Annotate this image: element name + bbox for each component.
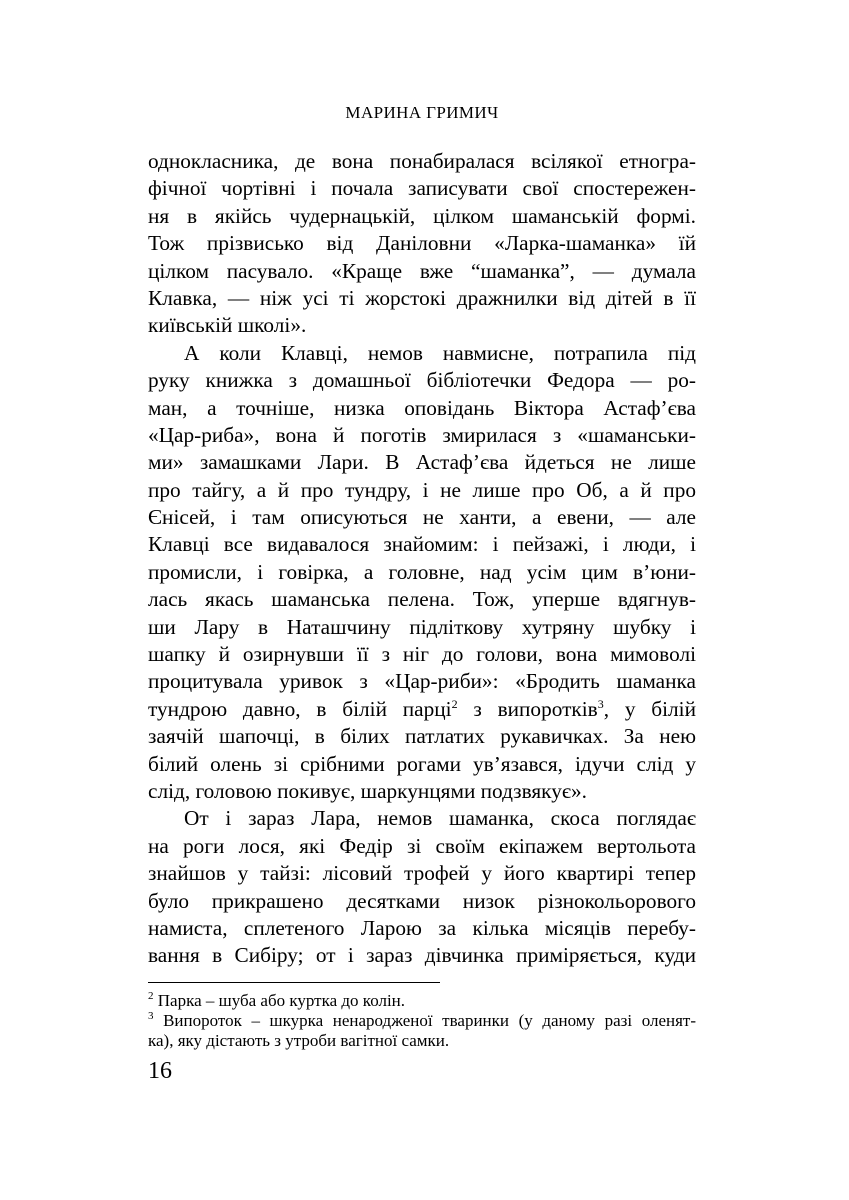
text-line: промисли, і говірка, а головне, над усім цим в’юни- xyxy=(148,559,696,584)
text-line: Клавка, — ніж усі ті жорстокі дражнилки від дітей в її xyxy=(148,285,696,310)
text-line: руку книжка з домашньої бібліотечки Федора — ро- xyxy=(148,368,696,393)
text-fragment: , у білій xyxy=(603,696,696,721)
text-line: білий олень зі срібними рогами ув’язався, ідучи слід у xyxy=(148,751,696,776)
text-fragment: з випоротків xyxy=(457,696,598,721)
text-line: цілком пасувало. «Краще вже “шаманка”, — думала xyxy=(148,258,696,283)
text-line: про тайгу, а й про тундру, і не лише про Об, а й про xyxy=(148,477,696,502)
body-text xyxy=(148,148,696,970)
text-line: київській школі». xyxy=(148,313,307,338)
footnote-marker: 3 xyxy=(148,1010,154,1022)
footnote-3 xyxy=(148,1011,696,1031)
text-line: намиста, сплетеного Ларою за кілька місяців перебу- xyxy=(148,915,696,940)
paragraph-3 xyxy=(148,805,696,969)
text-line: От і зараз Лара, немов шаманка, скоса поглядає xyxy=(184,806,696,831)
text-line: Єнісей, і там описуються не ханти, а евени, — але xyxy=(148,505,696,530)
text-line: лась якась шаманська пелена. Тож, уперше вдягнув- xyxy=(148,587,696,612)
text-line: «Цар-риба», вона й поготів змирилася з «шаманськи- xyxy=(148,422,696,447)
text-line: ши Лару в Наташчину підліткову хутряну шубку і xyxy=(148,614,696,639)
text-line: заячій шапочці, в білих патлатих рукавичках. За нею xyxy=(148,724,696,749)
footnote-2 xyxy=(148,991,696,1011)
text-line: ми» замашками Лари. В Астаф’єва йдеться не лише xyxy=(148,450,696,475)
text-line: однокласника, де вона понабиралася всілякої етногра- xyxy=(148,149,696,173)
text-line-with-footnote-refs xyxy=(148,696,696,723)
text-line: процитувала уривок з «Цар-риби»: «Бродить шаманка xyxy=(148,669,696,694)
footnotes xyxy=(148,991,696,1051)
text-line: на роги лося, які Федір зі своїм екіпажем вертольота xyxy=(148,833,696,858)
text-line: було прикрашено десятками низок різнокольорового xyxy=(148,888,696,913)
text-line: Клавці все видавалося знайомим: і пейзажі, і люди, і xyxy=(148,532,696,557)
running-header: МАРИНА ГРИМИЧ xyxy=(345,103,499,122)
paragraph-1 xyxy=(148,148,696,340)
footnote-ref-3[interactable]: 3 xyxy=(597,696,604,711)
paragraph-2 xyxy=(148,340,696,806)
page-number: 16 xyxy=(148,1058,172,1084)
text-line: А коли Клавці, немов навмисне, потрапила під xyxy=(184,340,696,365)
text-line: шапку й озирнувши її з ніг до голови, вона мимоволі xyxy=(148,642,696,667)
footnote-separator xyxy=(148,982,440,983)
footnote-text: Випороток – шкурка ненародженої тваринки (у даному разі оленят- xyxy=(163,1011,697,1030)
text-line: слід, головою покивує, шаркунцями подзвякує». xyxy=(148,778,587,803)
text-line: ман, а точніше, низка оповідань Віктора Астаф’єва xyxy=(148,395,696,420)
text-fragment: тундрою давно, в білій парці xyxy=(148,696,452,721)
text-line: ня в якійсь чудернацькій, цілком шаманській формі. xyxy=(148,203,696,228)
footnote-ref-2[interactable]: 2 xyxy=(451,696,458,711)
footnote-text: Парка – шуба або куртка до колін. xyxy=(157,991,406,1010)
text-line: вання в Сибіру; от і зараз дівчинка приміряється, куди xyxy=(148,943,696,968)
text-line: знайшов у тайзі: лісовий трофей у його квартирі тепер xyxy=(148,861,696,886)
footnote-3-continued: ка), яку дістають з утроби вагітної самки. xyxy=(148,1031,450,1050)
text-line: Тож прізвисько від Даніловни «Ларка-шаманка» їй xyxy=(148,231,696,256)
footnote-marker: 2 xyxy=(148,990,154,1002)
book-page xyxy=(148,0,696,1200)
text-line: фічної чортівні і почала записувати свої спостережен- xyxy=(148,176,696,201)
